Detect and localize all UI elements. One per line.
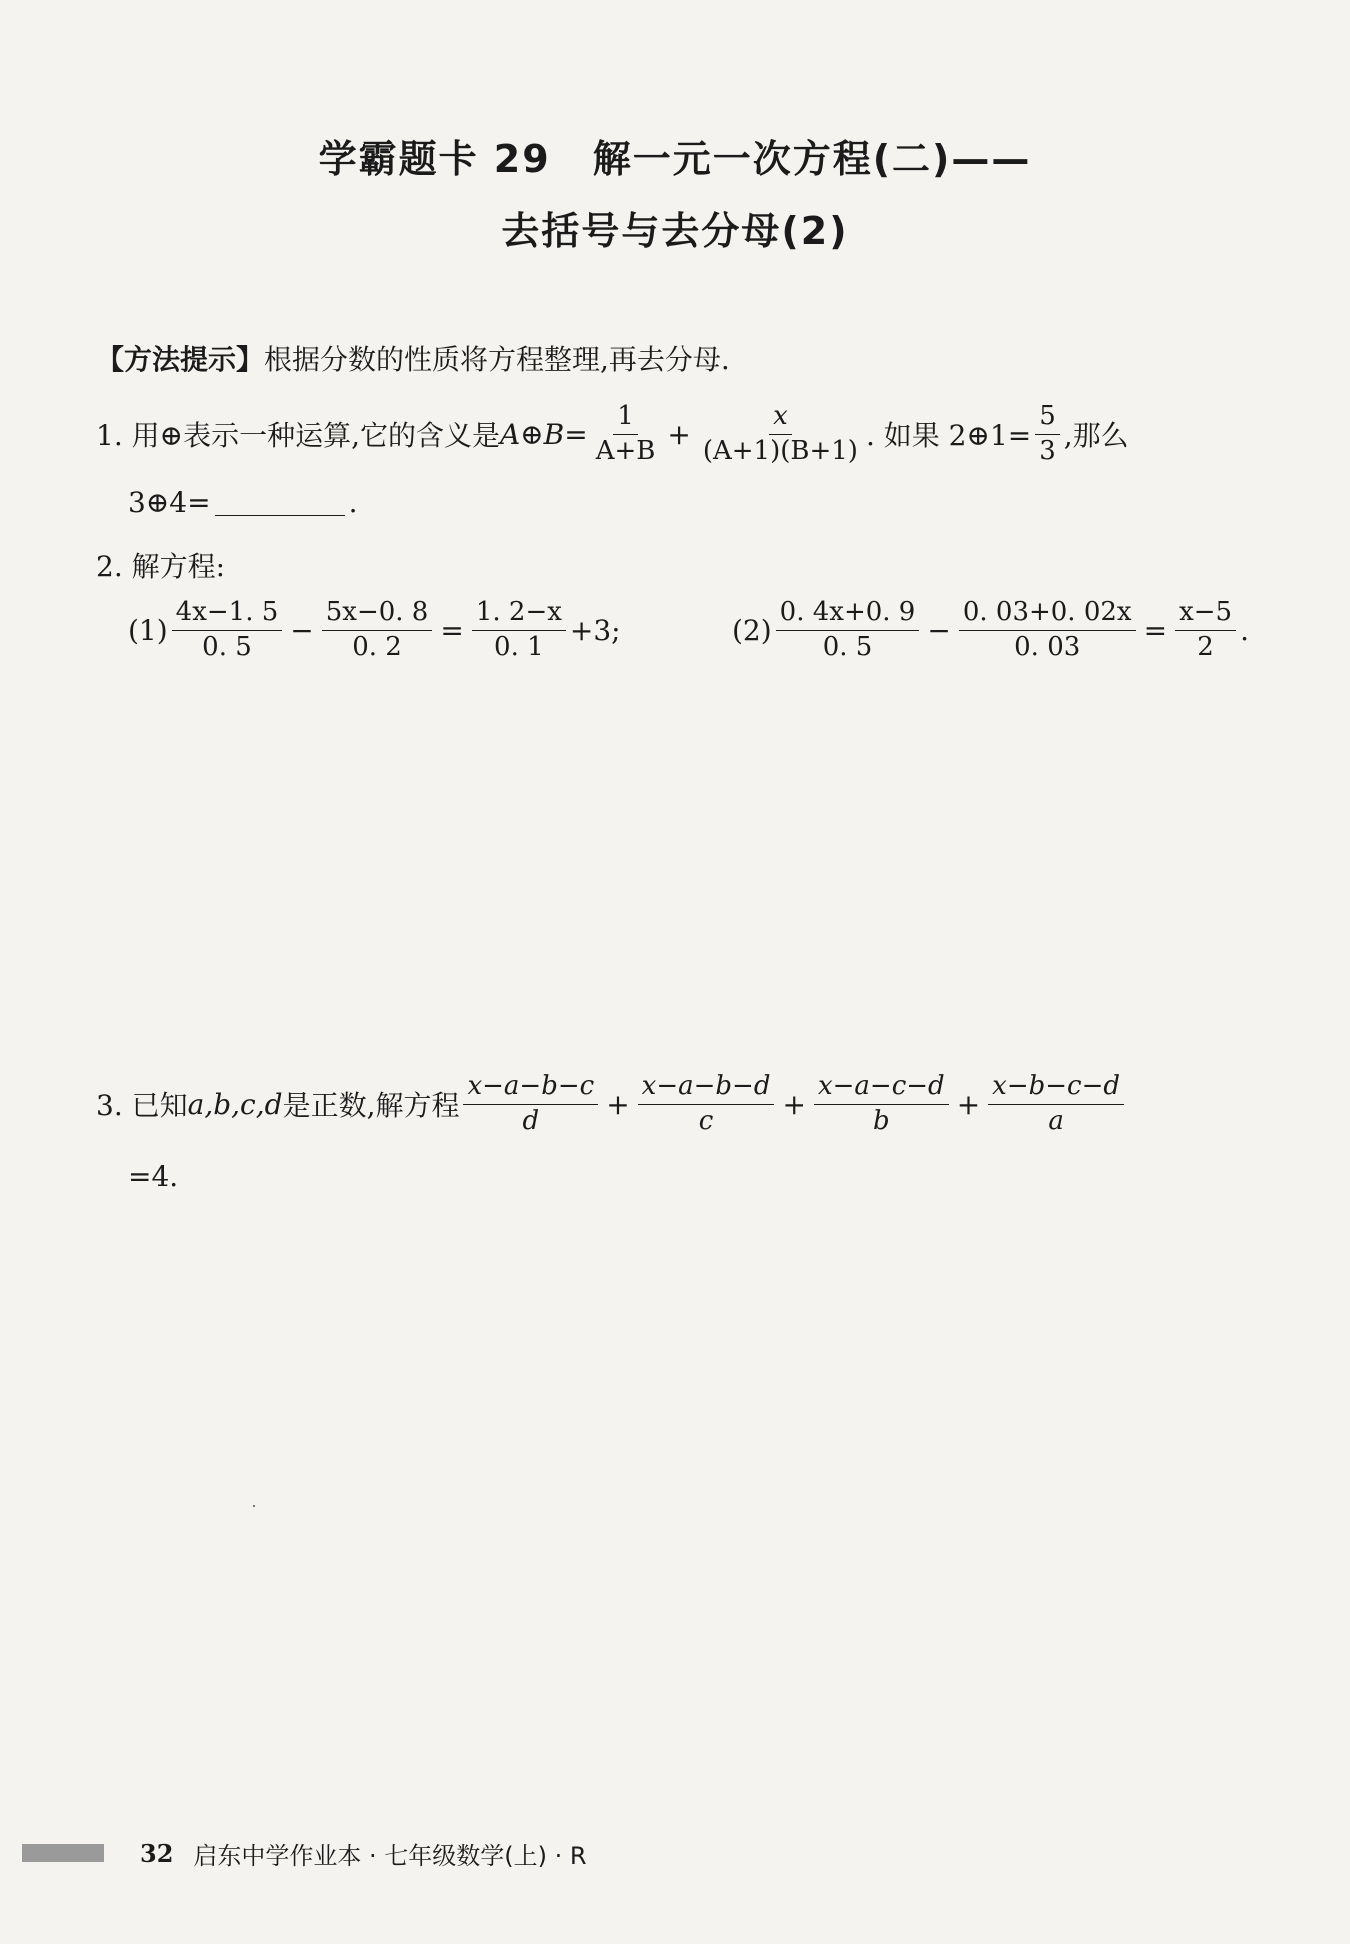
question-3: 3. 已知 a,b,c,d 是正数,解方程 $\frac{x-a-b-c}{d}$ + $\frac{x-a-b-d}{c}$ + $\frac{x-a-c-d}{b}$ + $\frac{x-b-c-d}{a}$ (96, 1072, 1128, 1137)
equation-2: (2) $\frac{0. 4x+0. 9}{0. 5}$ − $\frac{0. 03+0. 02x}{0. 03}$ = $\frac{x-5}{2}$ . (732, 597, 1249, 662)
q3-fraction-1: $\frac{x-a-b-c}{d}$ (463, 1072, 598, 1137)
q1-fraction-3: $\frac{5}{3}$ (1035, 402, 1060, 467)
q1-expr-lhs: A⊕B= (499, 417, 588, 451)
eq2-fraction-b: $\frac{0. 03+0. 02x}{0. 03}$ (959, 598, 1136, 663)
q3-fraction-4: $\frac{x-b-c-d}{a}$ (988, 1072, 1124, 1137)
hint-label: 【方法提示】 (96, 343, 265, 376)
page-footer (22, 1838, 587, 1868)
eq1-fraction-b: $\frac{5x-0. 8}{0. 2}$ (322, 598, 433, 663)
footer-bar (22, 1844, 104, 1862)
page-number: 32 (140, 1838, 174, 1868)
card-number: 学霸题卡 29 (318, 137, 551, 181)
eq2-fraction-a: $\frac{0. 4x+0. 9}{0. 5}$ (776, 598, 920, 663)
book-title: 启东中学作业本 · 七年级数学(上) · R (193, 1841, 587, 1870)
q3-vars: a,b,c,d (187, 1087, 283, 1121)
speck (253, 1505, 255, 1507)
q1-expression: 3⊕4= (128, 486, 211, 519)
q1-prefix: 1. 用⊕表示一种运算,它的含义是 (96, 419, 500, 453)
page-subtitle: 去括号与去分母(2) (501, 209, 849, 253)
q1-fraction-2: $\frac{x}{(A+1)(B+1)}$ (702, 401, 858, 466)
hint-text: 根据分数的性质将方程整理,再去分母. (264, 343, 730, 376)
eq2-fraction-c: $\frac{x-5}{2}$ (1175, 598, 1236, 663)
equation-1: (1) $\frac{4x-1. 5}{0. 5}$ − $\frac{5x-0. 8}{0. 2}$ = $\frac{1. 2-x}{0. 1}$ +3; (128, 597, 621, 662)
q1-condition: . 如果 2⊕1= (865, 419, 1032, 453)
eq1-fraction-c: $\frac{1. 2-x}{0. 1}$ (472, 598, 566, 663)
question-1-answer-line: 3⊕4= . (128, 486, 358, 519)
question-3-line-2: =4. (128, 1160, 179, 1193)
q3-fraction-3: $\frac{x-a-c-d}{b}$ (814, 1072, 949, 1137)
method-hint (96, 338, 730, 378)
question-1: 1. 用⊕表示一种运算,它的含义是 A⊕B= $\frac{1}{A+B}$ + $\frac{x}{(A+1)(B+1)}$ . 如果 2⊕1= $\frac{5}{3}$ ,那么 (96, 401, 1129, 466)
q1-suffix: ,那么 (1063, 419, 1129, 453)
answer-blank[interactable] (215, 489, 345, 516)
q3-fraction-2: $\frac{x-a-b-d}{c}$ (638, 1072, 775, 1137)
title-topic: 解一元一次方程(二)—— (592, 137, 1032, 181)
eq1-fraction-a: $\frac{4x-1. 5}{0. 5}$ (172, 598, 283, 663)
page-title (0, 128, 1350, 183)
question-2: 2. 解方程: (96, 550, 226, 583)
q1-fraction-1: $\frac{1}{A+B}$ (595, 401, 656, 466)
